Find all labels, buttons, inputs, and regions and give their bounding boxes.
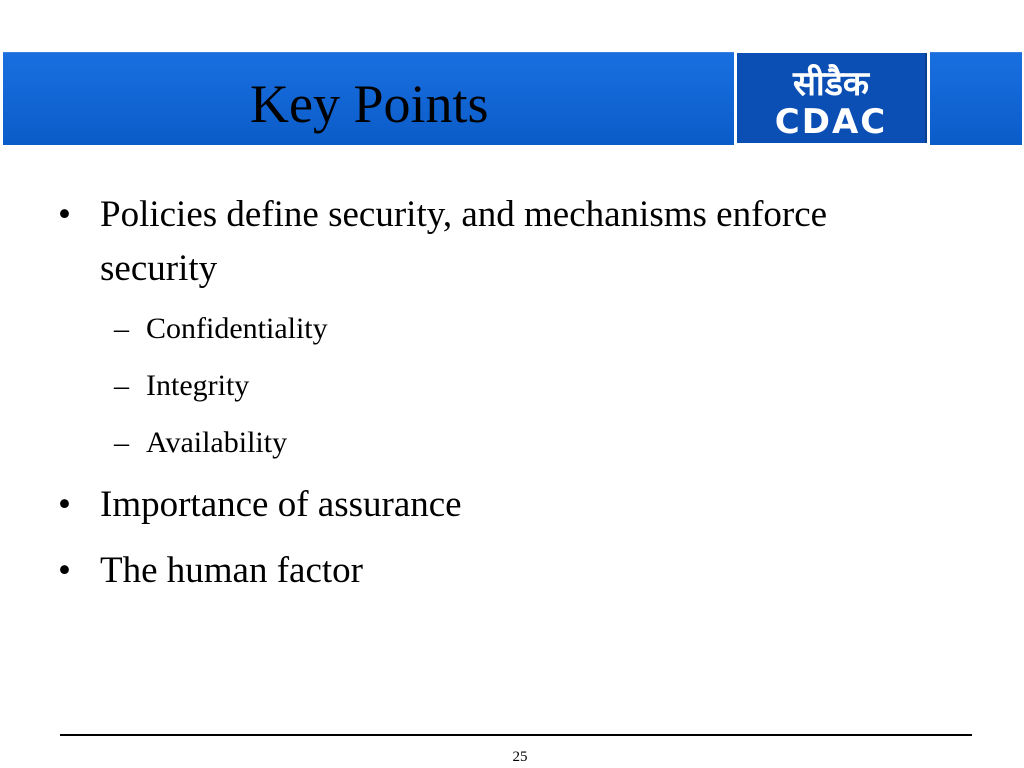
bullet-1-line-2: security [100,248,218,289]
cdac-logo-graphic [737,53,925,143]
bullet-marker: • [58,550,71,591]
bullet-marker: • [58,484,71,525]
bullet-3-text: The human factor [100,550,363,591]
sub-bullet-marker: – [114,426,129,459]
cdac-logo-hindi-text: सीडैक [792,64,870,104]
page-number: 25 [512,749,528,765]
sub-bullet-marker: – [114,369,129,402]
footer-divider [60,734,972,736]
sub-item-availability: Availability [146,426,288,459]
bullet-1-line-1: Policies define security, and mechanisms enforce [100,194,828,235]
slide-title: Key Points [250,74,489,134]
sub-item-integrity: Integrity [146,369,250,402]
sub-item-confidentiality: Confidentiality [146,312,328,345]
cdac-logo [734,50,930,146]
bullet-2-text: Importance of assurance [100,484,462,525]
bullet-marker: • [58,194,71,235]
cdac-logo-panel [737,53,927,143]
cdac-logo-latin-text: CDAC [774,102,888,142]
sub-bullet-marker: – [114,312,129,345]
